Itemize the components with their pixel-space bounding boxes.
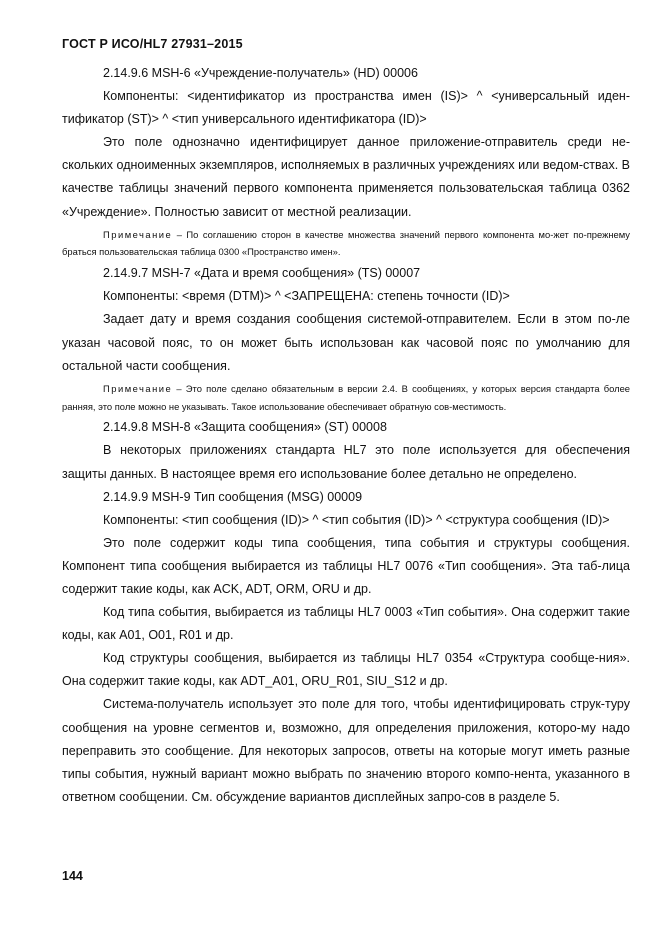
section-heading-msh6: 2.14.9.6 MSH-6 «Учреждение-получатель» (HD) 00006: [103, 66, 418, 80]
paragraph: Код типа события, выбирается из таблицы HL7 0003 «Тип события». Она содержит такие коды, как A01, O01, R01 и др.: [62, 605, 630, 643]
note-text: – По соглашению сторон в качестве множества значений первого компонента мо-жет по-прежнему браться пользовательская таблица 0300 «Пространство имен».: [62, 228, 630, 258]
paragraph: Система-получатель использует это поле для того, чтобы идентифицировать струк-туру сообщения на уровне сегментов и, возможно, для определения приложения, которо-му надо переправить это сообщение. Для некоторых запросов, ответы на которые могут иметь разные типы события, нужный вариант можно выбрать по значению второго компо-нента, указанного в ответном сообщении. См. обсуждение вариантов дисплейных запро-сов в разделе 5.: [62, 697, 630, 804]
document-header: ГОСТ Р ИСО/HL7 27931–2015: [62, 37, 243, 51]
paragraph: Это поле содержит коды типа сообщения, типа события и структуры сообщения. Компонент типа сообщения выбирается из таблицы HL7 0076 «Тип сообщения». Эта таб-лица содержит такие коды, как ACK, ADT, ORM, ORU и др.: [62, 535, 630, 596]
paragraph: Компоненты: <тип сообщения (ID)> ^ <тип события (ID)> ^ <структура сообщения (ID)>: [103, 512, 610, 527]
paragraph: Компоненты: <идентификатор из пространства имен (IS)> ^ <универсальный иден-тификатор (ST)> ^ <тип универсального идентификатора (ID)>: [62, 89, 630, 127]
note-label: Примечание: [103, 382, 173, 394]
section-heading-msh9: 2.14.9.9 MSH-9 Тип сообщения (MSG) 00009: [103, 489, 363, 504]
note-text: – Это поле сделано обязательным в версии 2.4. В сообщениях, у которых версия стандарта более ранняя, это поле можно не указывать. Такое использование обеспечивает обратную сов-местимость.: [62, 382, 630, 412]
note: [62, 226, 630, 262]
note: [62, 380, 630, 416]
section-heading-msh8: 2.14.9.8 MSH-8 «Защита сообщения» (ST) 00008: [103, 420, 387, 435]
note-label: Примечание: [103, 228, 173, 240]
paragraph: Задает дату и время создания сообщения системой-отправителем. Если в этом по-ле указан часовой пояс, то он может быть использован как часовой пояс по умолчанию для остальной части сообщения.: [62, 312, 630, 373]
page-number: 144: [62, 869, 83, 883]
paragraph: Код структуры сообщения, выбирается из таблицы HL7 0354 «Структура сообще-ния». Она содержит такие коды, как ADT_A01, ORU_R01, SIU_S12 и др.: [62, 651, 630, 689]
paragraph: Это поле однозначно идентифицирует данное приложение-отправитель среди не-скольких одноименных экземпляров, исполняемых в различных учреждениях или ведом-ствах. В качестве таблицы значений первого компонента применяется пользовательская таблица 0362 «Учреждение». Полностью зависит от местной реализации.: [62, 135, 630, 219]
section-heading-msh7: 2.14.9.7 MSH-7 «Дата и время сообщения» (TS) 00007: [103, 266, 421, 281]
paragraph: Компоненты: <время (DTM)> ^ <ЗАПРЕЩЕНА: степень точности (ID)>: [103, 289, 510, 304]
document-body: [62, 62, 630, 809]
paragraph: В некоторых приложениях стандарта HL7 это поле используется для обеспечения защиты данных. В настоящее время его использование более детально не определено.: [62, 443, 630, 481]
